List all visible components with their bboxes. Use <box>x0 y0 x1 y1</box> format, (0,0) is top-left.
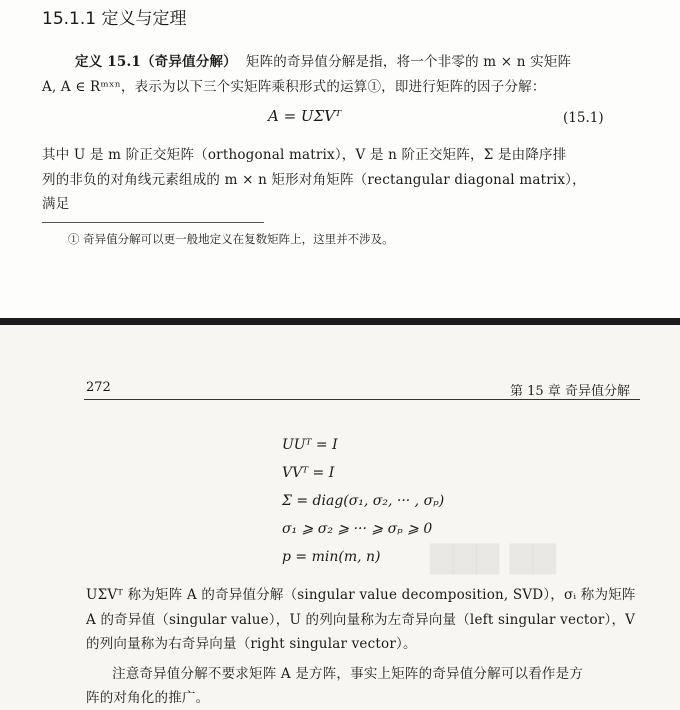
equation-sigma-order: σ₁ ⩾ σ₂ ⩾ ··· ⩾ σₚ ⩾ 0 <box>282 521 433 537</box>
top-page-excerpt <box>0 0 680 318</box>
bottom-page-excerpt <box>0 325 680 710</box>
equation-p-min: p = min(m, n) <box>282 549 381 565</box>
footnote-rule <box>42 222 264 223</box>
header-rule <box>84 399 640 400</box>
equation-uut: UUᵀ = I <box>282 437 338 453</box>
equation-vvt: VVᵀ = I <box>282 465 335 481</box>
svd-paragraph-line-1: UΣVᵀ 称为矩阵 A 的奇异值分解（singular value decomposition, SVD），σᵢ 称为矩阵 <box>86 587 636 603</box>
paragraph-line-3: 满足 <box>42 196 70 212</box>
equation-15-1: A = UΣVᵀ <box>268 107 342 125</box>
equation-sigma-diag: Σ = diag(σ₁, σ₂, ··· , σₚ) <box>282 493 445 509</box>
definition-line-2: A, A ∈ Rᵐˣⁿ，表示为以下三个实矩阵乘积形式的运算①，即进行矩阵的因子分解： <box>42 79 546 95</box>
running-head: 第 15 章 奇异值分解 <box>510 384 630 399</box>
equation-number: (15.1) <box>563 110 604 126</box>
svd-paragraph-line-2: A 的奇异值（singular value），U 的列向量称为左奇异向量（left singular vector），V <box>86 612 636 628</box>
note-paragraph-line-1: 注意奇异值分解不要求矩阵 A 是方阵，事实上矩阵的奇异值分解可以看作是方 <box>112 666 584 682</box>
svd-paragraph-line-3: 的列向量称为右奇异向量（right singular vector）。 <box>86 636 417 652</box>
definition-text-1: 矩阵的奇异值分解是指，将一个非零的 m × n 实矩阵 <box>245 54 572 70</box>
page-number: 272 <box>86 380 111 395</box>
note-paragraph-line-2: 阵的对角化的推广。 <box>86 690 210 706</box>
footnote: ① 奇异值分解可以更一般地定义在复数矩阵上，这里并不涉及。 <box>68 232 394 246</box>
bleed-through-shadow: ▇▇▇ ▇▇ <box>430 540 556 575</box>
paragraph-line-2: 列的非负的对角线元素组成的 m × n 矩形对角矩阵（rectangular diagonal matrix）， <box>42 172 586 188</box>
paragraph-line-1: 其中 U 是 m 阶正交矩阵（orthogonal matrix），V 是 n 阶正交矩阵，Σ 是由降序排 <box>42 147 567 163</box>
page-divider <box>0 318 680 325</box>
section-title: 15.1.1 定义与定理 <box>42 9 187 29</box>
definition-label: 定义 15.1（奇异值分解） <box>75 54 237 70</box>
definition-line-1 <box>75 50 571 70</box>
